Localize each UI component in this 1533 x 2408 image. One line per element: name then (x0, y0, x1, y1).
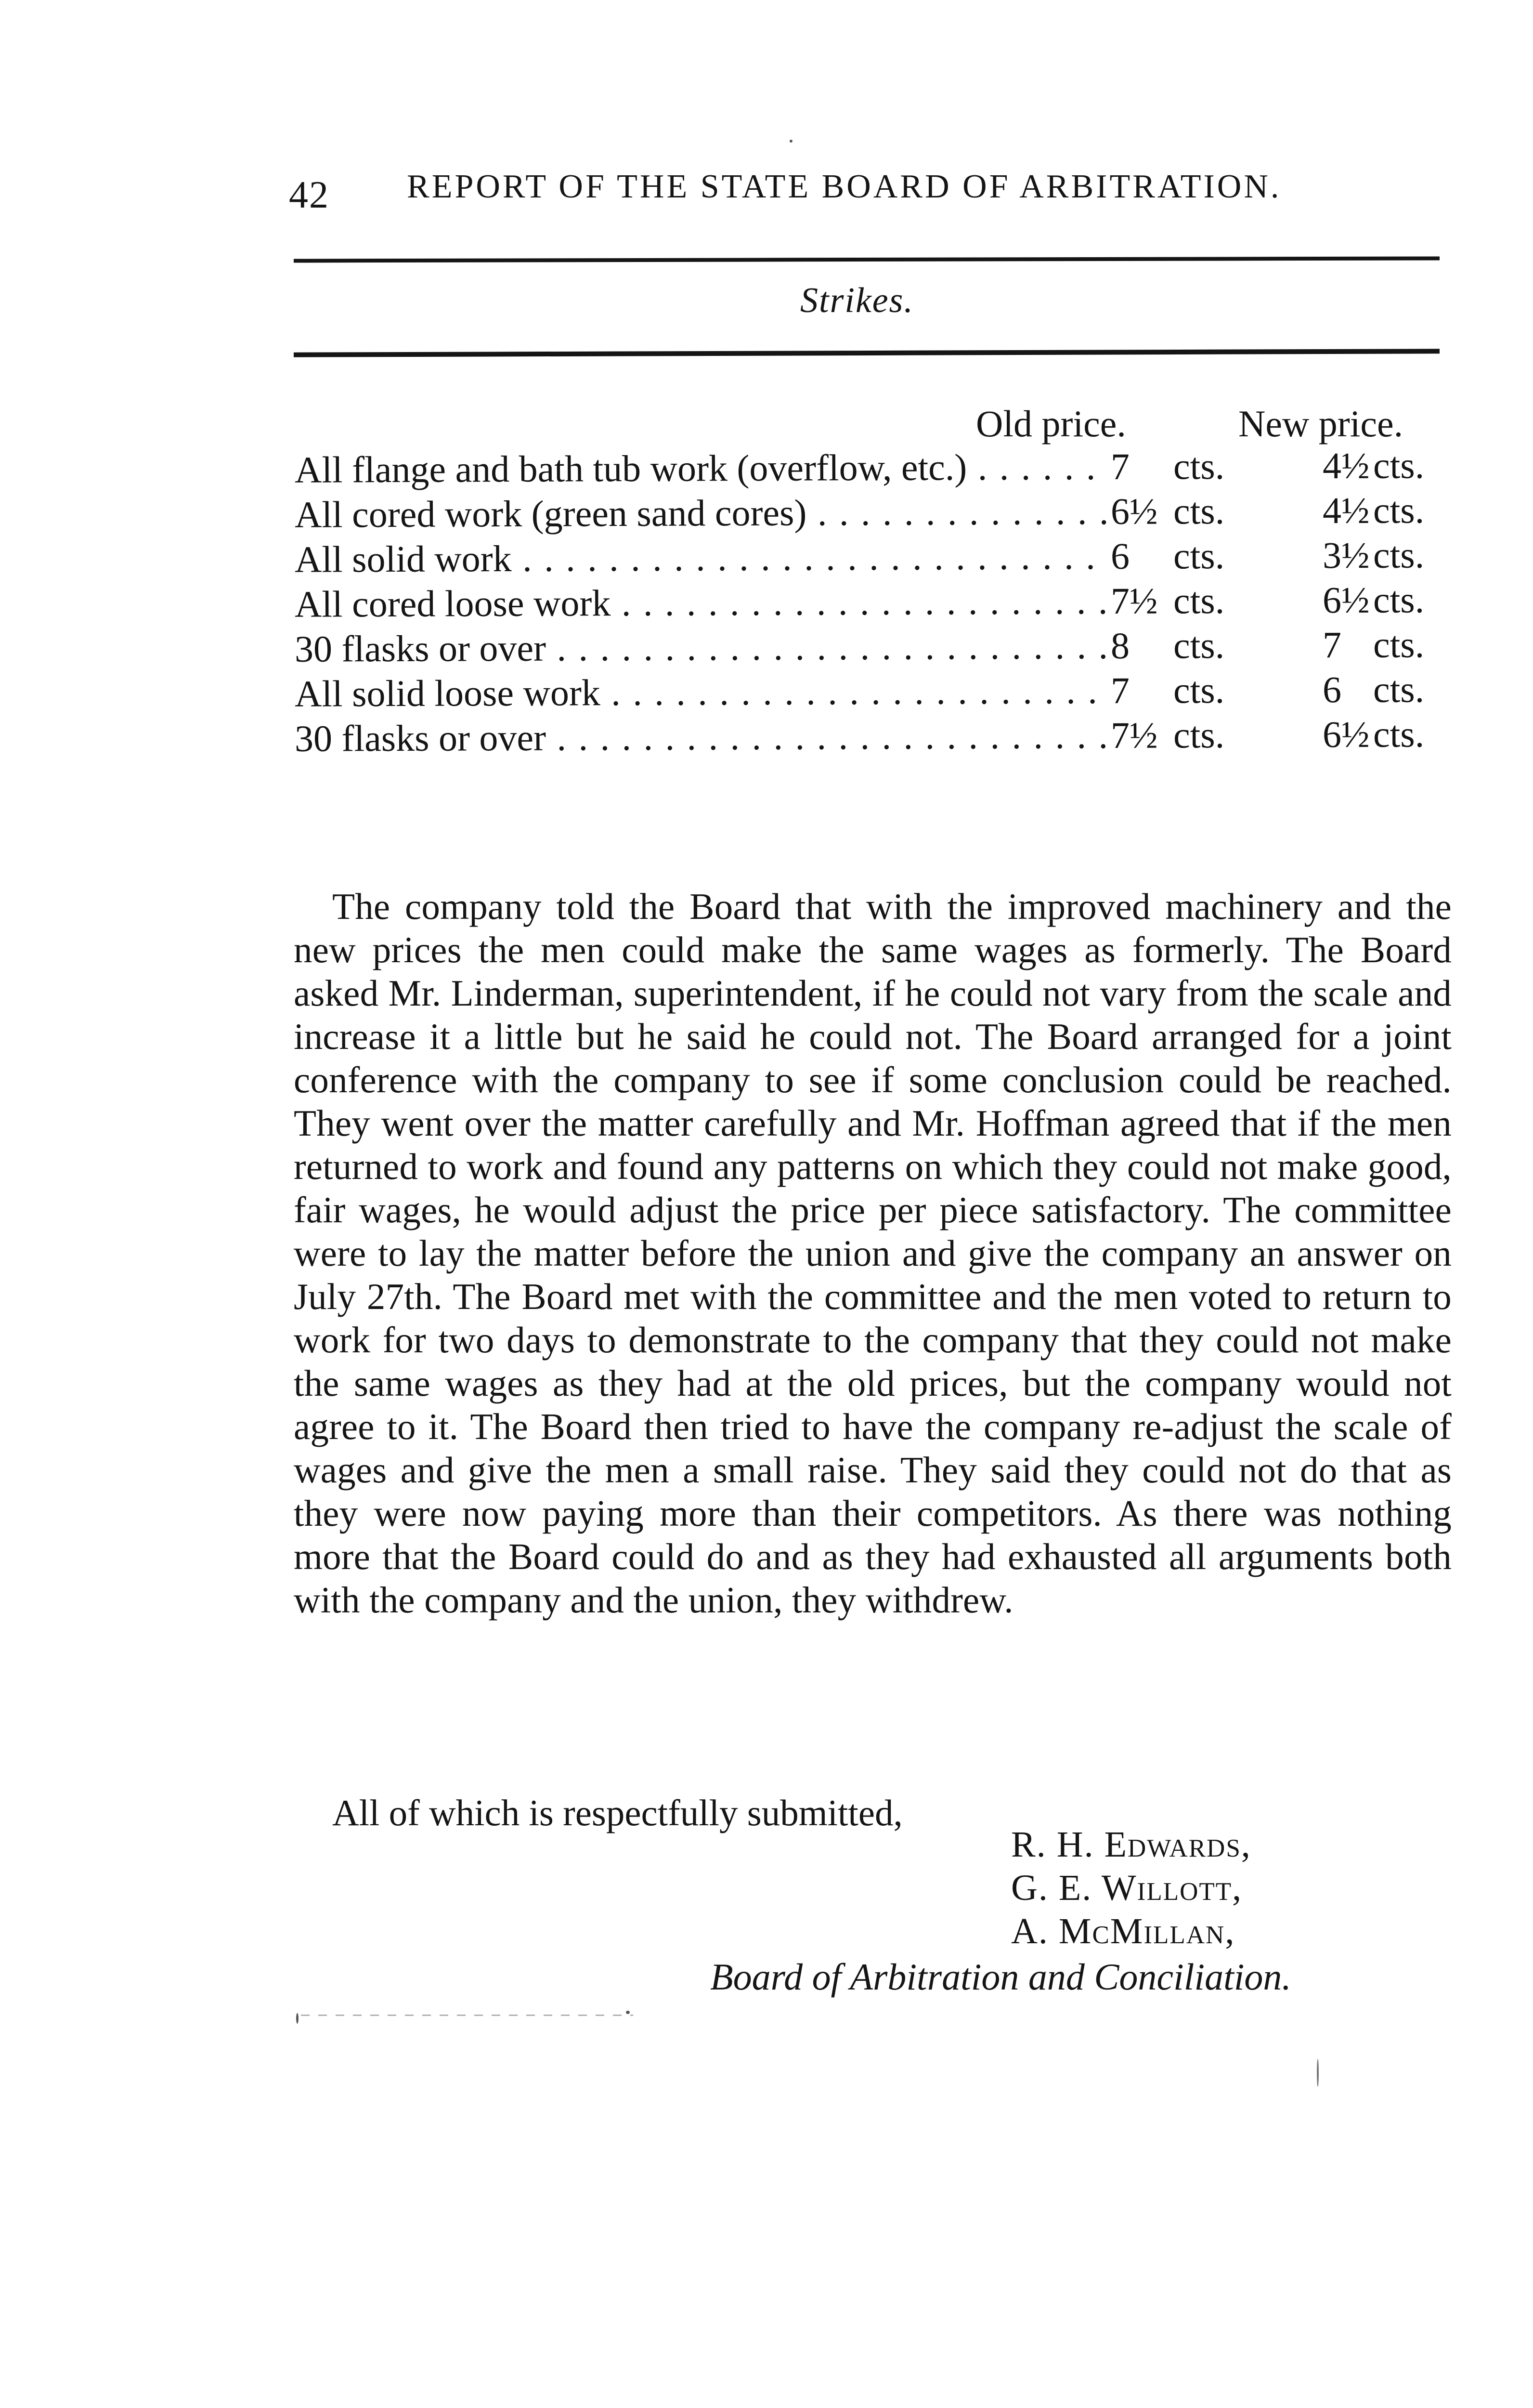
new-price-column-header: New price. (1238, 403, 1403, 445)
new-price: 6½ (1322, 713, 1370, 756)
old-price-unit: cts. (1173, 579, 1225, 622)
price-row (295, 667, 1445, 717)
old-price-column-header: Old price. (976, 403, 1126, 445)
old-price: 6 (1110, 535, 1130, 577)
work-type: 30 flasks or over . . . (295, 624, 1108, 671)
price-row (295, 444, 1445, 493)
signatory-name: R. H. Edwards, (1011, 1824, 1251, 1865)
old-price: 6½ (1110, 490, 1158, 532)
work-type: 30 flasks or over . . . (295, 714, 1108, 760)
signatory-name: A. McMillan, (1011, 1911, 1235, 1951)
signatory-list (1011, 1823, 1406, 1953)
old-price: 8 (1110, 624, 1130, 667)
work-type: All solid loose work . . . (295, 669, 1108, 716)
print-speck (790, 140, 792, 143)
old-price-unit: cts. (1173, 535, 1225, 577)
print-speck (626, 2011, 630, 2014)
work-type: All cored loose work . . . (295, 579, 1108, 626)
price-row (295, 623, 1445, 672)
faint-print-trace (301, 2015, 633, 2016)
old-price-unit: cts. (1173, 490, 1225, 532)
print-speck (1317, 2059, 1319, 2087)
new-price-unit: cts. (1373, 623, 1425, 666)
running-head: REPORT OF THE STATE BOARD OF ARBITRATION. (407, 168, 1282, 205)
page-number: 42 (289, 174, 329, 216)
price-table (295, 402, 1445, 797)
old-price: 7½ (1110, 714, 1158, 756)
new-price-unit: cts. (1373, 668, 1425, 710)
old-price: 7 (1110, 669, 1130, 711)
price-row (295, 488, 1445, 537)
old-price-unit: cts. (1173, 624, 1225, 667)
section-title: Strikes. (800, 281, 914, 320)
old-price-unit: cts. (1173, 669, 1225, 711)
new-price-unit: cts. (1373, 578, 1425, 621)
work-type: All solid work . . . (295, 535, 1108, 581)
old-price-unit: cts. (1173, 714, 1225, 756)
price-row (295, 578, 1445, 627)
price-row (295, 712, 1445, 761)
work-type: All flange and bath tub work (overflow, etc.) . . . (295, 445, 1108, 492)
new-price-unit: cts. (1373, 489, 1425, 531)
new-price-unit: cts. (1373, 534, 1425, 576)
new-price-unit: cts. (1373, 713, 1425, 755)
old-price-unit: cts. (1173, 445, 1225, 487)
bottom-rule (294, 349, 1440, 357)
page-header (289, 159, 1444, 226)
signatory-name: G. E. Willott, (1011, 1868, 1243, 1908)
new-price: 3½ (1322, 534, 1370, 576)
closing-line: All of which is respectfully submitted, (332, 1792, 903, 1833)
new-price: 4½ (1322, 489, 1370, 532)
new-price: 6 (1322, 668, 1342, 711)
top-rule (294, 257, 1440, 263)
new-price: 6½ (1322, 578, 1370, 621)
work-type: All cored work (green sand cores) . . . (295, 490, 1108, 537)
price-row (295, 533, 1445, 582)
print-speck (296, 2013, 299, 2024)
old-price: 7½ (1110, 579, 1158, 622)
new-price-unit: cts. (1373, 444, 1425, 486)
board-name: Board of Arbitration and Conciliation. (710, 1956, 1291, 1998)
new-price: 4½ (1322, 444, 1370, 487)
new-price: 7 (1322, 624, 1342, 666)
old-price: 7 (1110, 445, 1130, 487)
report-paragraph: The company told the Board that with the improved machinery and the new prices the men could make the same wages as formerly. The Board asked Mr. Linderman, superintendent, if he could not vary from the scale and increase it a little but he said he could not. The Board arranged for a joint conference with the company to see if some conclusion could be reached. They went over the matter carefully and Mr. Hoffman agreed that if the men returned to work and found any patterns on which they could not make good, fair wages, he would adjust the price per piece satisfactory. The committee were to lay the matter before the union and give the company an answer on July 27th. The Board met with the committee and the men voted to return to work for two days to demonstrate to the company that they could not make the same wages as they had at the old prices, but the company would not agree to it. The Board then tried to have the company re-adjust the scale of wages and give the men a small raise. They said they could not do that as they were now paying more than their competitors. As there was nothing more that the Board could do and as they had exhausted all arguments both with the company and the union, they withdrew. (294, 886, 1452, 1621)
